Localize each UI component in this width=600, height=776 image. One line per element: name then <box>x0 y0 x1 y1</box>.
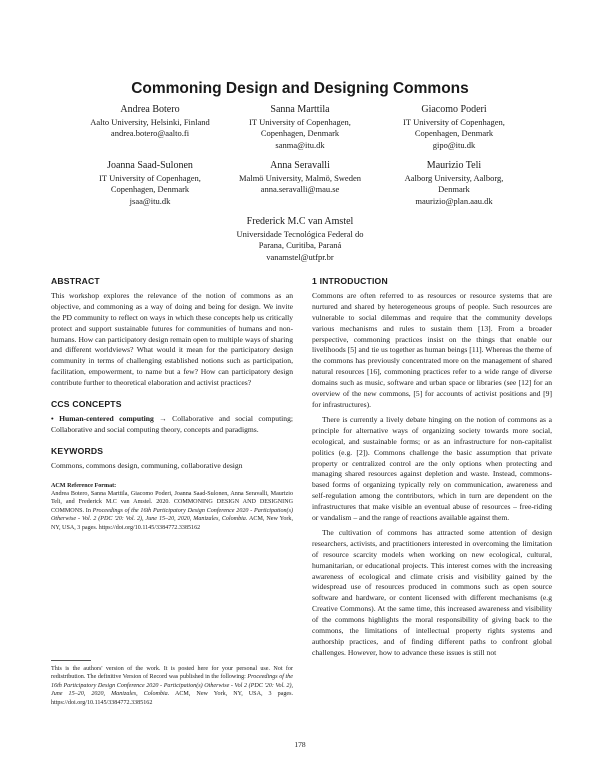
ccs-bullet: • Human-centered computing <box>51 413 154 423</box>
author-affiliation: Malmö University, Malmö, Sweden <box>239 172 361 183</box>
author-affiliation: IT University of Copenhagen, <box>403 116 505 127</box>
acm-reference-venue: Proceedings of the 16th Participatory Design Conference 2020 - Participation(s) Otherwise - Vol. 2 (PDC '20: Vol. 2), June 15–20, 2020, Manizales, Colombia. <box>51 507 293 523</box>
author-location: Copenhagen, Denmark <box>110 184 190 194</box>
right-column <box>312 276 552 659</box>
author-location: Copenhagen, Denmark <box>414 128 494 138</box>
acm-reference-heading: ACM Reference Format: <box>51 482 117 489</box>
acm-reference <box>51 482 293 532</box>
footnote-pre: This is the authors' version of the work. It is posted here for your personal use. Not for redistribution. The definitive Version of Record was published in the following: <box>51 666 293 681</box>
author-name: Andrea Botero <box>120 104 180 115</box>
author-name: Giacomo Poderi <box>421 104 487 115</box>
author-location: Parana, Curitiba, Paraná <box>258 240 342 250</box>
intro-paragraph: Commons are often referred to as resources or resource systems that are nurtured and shared by heterogeneous groups of people. Such resources are vulnerable to social dilemmas and require that the community develops various mechanisms and rules to sustain them [13]. From a broader perspective, commoning practices insist on the things that enable our livelihoods [5] and tie us together as human beings [11]. Whereas the theme of the commons has previously concentrated more on the management of shared natural resources [16], commoning practices refer to a wide range of diverse domains such as music, software and urban space or libraries (see [12] for an overview of the new commons, [5] for accounts of activist positions and [9] for infrastructures). <box>312 290 552 409</box>
author-name: Joanna Saad-Sulonen <box>107 160 193 171</box>
introduction-heading: 1 INTRODUCTION <box>312 276 388 286</box>
ccs-text <box>51 414 293 436</box>
author-block <box>364 160 544 207</box>
author-email[interactable]: vanamstel@utfpr.br <box>266 251 334 262</box>
author-email[interactable]: gipo@itu.dk <box>432 139 476 150</box>
author-email[interactable]: jsaa@itu.dk <box>129 195 171 206</box>
author-affiliation: Aalto University, Helsinki, Finland <box>90 116 210 127</box>
ccs-arrow: → <box>159 413 167 423</box>
abstract-heading: ABSTRACT <box>51 276 100 286</box>
intro-paragraph: There is currently a lively debate hinging on the notion of commons as a principle for alternative ways of organizing society towards more social, ecological, and sustainable forms; or as an infrastructure for non-capitalist politics (e.g. [2]). Commons challenge the basic assumption that private property or centralized control are the only options when protecting and managing shared resources against depletion and waste. Instead, commons-based forms of organizing typically rely on communication, awareness and self-regulation among the contributors, which in turn are dependent on the infrastructures that make visible an eventual abuse of resources – free-riding or vandalism – and the range of reactions available against them. <box>312 414 552 523</box>
author-email[interactable]: andrea.botero@aalto.fi <box>110 128 190 138</box>
ccs-heading: CCS CONCEPTS <box>51 399 122 410</box>
copyright-footnote <box>51 660 293 707</box>
author-block <box>210 104 390 151</box>
keywords-text: Commons, commons design, communing, collaborative design <box>51 460 243 470</box>
abstract-text: This workshop explores the relevance of the notion of commons as an objective, and commoning as a way of doing and being for design. We invite the PD community to reflect on ways in which these concepts help us critically protect and support sustainable futures for communities of humans and non-humans. How can participatory design remain open to multiple ways of sharing and different worldviews? What would it mean for the participatory design community in terms of challenging established notions such as participation, facilitation, empowerment, to name but a few? How can participatory design contribute further to theoretical elaboration and activist practices? <box>51 290 293 388</box>
left-column <box>51 276 293 532</box>
author-email[interactable]: anna.seravalli@mau.se <box>260 184 340 194</box>
author-block <box>210 160 390 196</box>
author-name: Frederick M.C van Amstel <box>246 216 354 227</box>
author-block <box>364 104 544 151</box>
footnote-post[interactable]: ACM, New York, NY, USA, 3 pages. https://doi.org/10.1145/3384772.3385162 <box>51 691 294 706</box>
author-email[interactable]: maurizio@plan.aau.dk <box>415 195 493 206</box>
author-location: Copenhagen, Denmark <box>260 128 340 138</box>
acm-reference-post[interactable]: ACM, New York, NY, USA, 3 pages. https://doi.org/10.1145/3384772.3385162 <box>51 516 294 531</box>
author-name: Anna Seravalli <box>270 160 330 171</box>
author-location: Denmark <box>438 184 470 194</box>
author-affiliation: Universidade Tecnológica Federal do <box>236 228 364 239</box>
footnote-rule <box>51 660 91 661</box>
intro-paragraph: The cultivation of commons has attracted some attention of design researchers, activists, and practitioners interested in overcoming the limitation of resource scarcity models when working on new ecological, cultural, humanitarian, or educational projects. This interest comes with the increasing awareness of ecological and climate crisis and visibility gained by the widespread use of resources produced in commons such as open source software and hardware, or content licensed with different mechanisms (e.g Creative Commons). At the same time, this increased awareness and visibility of the commons highlights the moral responsibility of giving back to the commons, the limitations of intellectual property rights systems and authorship practices, and of finding different paths to confront global challenges. However, how to advance these issues is still not <box>312 527 552 657</box>
footnote-venue: Proceedings of the 16th Participatory Design Conference 2020 - Participation(s) Otherwise - Vol 2 (PDC '20: Vol. 2), June 15–20, 2020, Manizales, Colombia. <box>51 674 293 698</box>
acm-reference-pre: Andrea Botero, Sanna Marttila, Giacomo Poderi, Joanna Saad-Sulonen, Anna Seravalli, Maurizio Teli, and Frederick M.C van Amstel. 2020. COMMONING DESIGN AND DESIGNING COMMONS. In <box>51 491 293 514</box>
author-name: Sanna Marttila <box>270 104 330 115</box>
author-affiliation: IT University of Copenhagen, <box>249 116 351 127</box>
author-affiliation: Aalborg University, Aalborg, <box>404 172 504 183</box>
paper-title: Commoning Design and Designing Commons <box>131 80 469 97</box>
author-name: Maurizio Teli <box>426 160 482 171</box>
page-number: 178 <box>294 740 306 749</box>
ccs-concepts: Collaborative and social computing; Collaborative and social computing theory, concepts and paradigms. <box>51 413 293 434</box>
author-email[interactable]: sanma@itu.dk <box>275 139 325 150</box>
author-block <box>210 216 390 263</box>
author-affiliation: IT University of Copenhagen, <box>99 172 201 183</box>
keywords-heading: KEYWORDS <box>51 445 104 456</box>
